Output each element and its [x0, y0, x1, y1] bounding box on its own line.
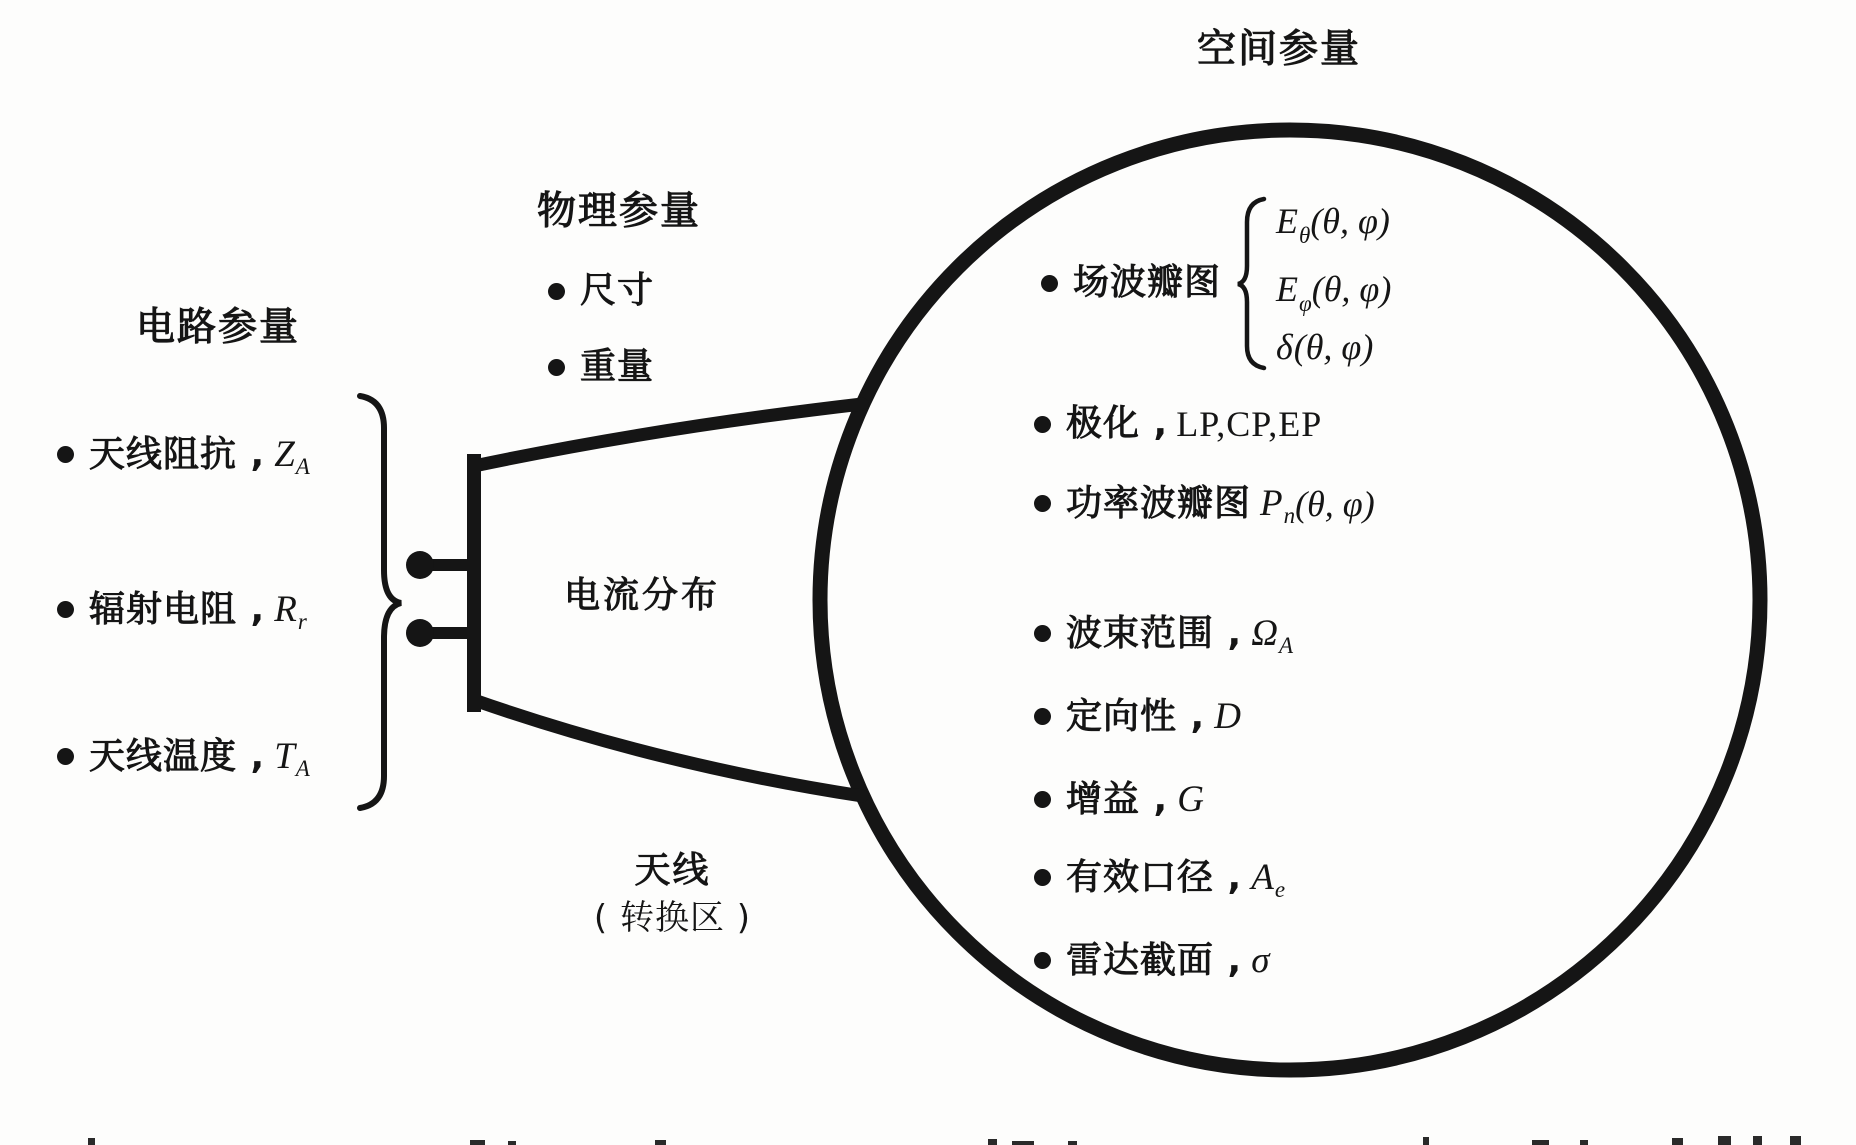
- list-item-field-pattern: [1041, 262, 1222, 303]
- list-item-radiation-resistance: [57, 588, 307, 634]
- list-item-directivity: [1034, 695, 1241, 737]
- list-item-power-pattern: [1034, 482, 1375, 528]
- item-args: (θ, φ): [1295, 483, 1375, 524]
- item-symbol: R: [274, 589, 297, 630]
- item-label: 天线温度 ,: [89, 735, 266, 777]
- item-symbol: Z: [274, 434, 295, 475]
- formula-delta: [1276, 329, 1373, 365]
- list-item-antenna-impedance: [57, 433, 310, 479]
- bullet-dot: [1034, 869, 1051, 886]
- terminal-dot-top: [406, 551, 434, 579]
- list-item-antenna-temperature: [57, 735, 310, 781]
- list-item-radar-cross-section: [1034, 939, 1270, 981]
- item-subscript: A: [1278, 633, 1294, 658]
- formula-e-theta: [1276, 201, 1390, 248]
- bullet-dot: [1034, 495, 1051, 512]
- bullet-dot: [1034, 952, 1051, 969]
- bullet-dot: [1034, 791, 1051, 808]
- bullet-dot: [1034, 625, 1051, 642]
- item-subscript: e: [1274, 877, 1286, 902]
- bullet-dot: [1034, 416, 1051, 433]
- formula-main: E: [1276, 269, 1298, 309]
- list-item-beam-area: [1034, 612, 1294, 658]
- circuit-parameters-heading: 电路参量: [136, 305, 301, 350]
- cropped-caption-fragments: [88, 1136, 1801, 1145]
- item-label: 尺寸: [580, 270, 655, 311]
- item-label: 场波瓣图: [1073, 262, 1222, 303]
- item-symbol: σ: [1251, 940, 1270, 981]
- field-pattern-brace: [1238, 199, 1264, 368]
- bullet-dot: [548, 359, 565, 376]
- formula-subscript: θ: [1299, 223, 1311, 248]
- item-values: LP,CP,EP: [1176, 404, 1323, 444]
- bullet-dot: [57, 601, 74, 618]
- item-label: 定向性 ,: [1066, 695, 1206, 737]
- item-symbol: A: [1251, 857, 1274, 898]
- item-label: 波束范围 ,: [1066, 612, 1243, 654]
- bullet-dot: [57, 748, 74, 765]
- item-symbol: D: [1214, 696, 1241, 737]
- list-item-size: [548, 270, 655, 311]
- space-parameters-heading: 空间参量: [1197, 27, 1362, 72]
- formula-args: (θ, φ): [1311, 269, 1392, 309]
- item-symbol: Ω: [1251, 613, 1278, 654]
- item-symbol: P: [1260, 483, 1283, 524]
- list-item-gain: [1034, 778, 1204, 820]
- formula-main: δ: [1276, 327, 1293, 367]
- item-label: 极化 ,: [1066, 403, 1169, 444]
- formula-args: (θ, φ): [1293, 327, 1374, 367]
- horn-bottom-flare-shape: [474, 700, 862, 796]
- item-label: 增益 ,: [1066, 778, 1169, 820]
- item-label: 辐射电阻 ,: [89, 588, 266, 630]
- bullet-dot: [1041, 275, 1058, 292]
- list-item-weight: [548, 346, 655, 387]
- item-symbol: T: [274, 736, 295, 777]
- bullet-dot: [548, 283, 565, 300]
- item-label: 雷达截面 ,: [1066, 939, 1243, 981]
- antenna-label-line1: 天线: [634, 850, 711, 891]
- bullet-dot: [57, 446, 74, 463]
- item-subscript: A: [295, 756, 310, 781]
- horn-top-flare-shape: [474, 404, 862, 466]
- antenna-transition-label: [575, 850, 770, 938]
- antenna-label-line2: ( 转换区 ): [593, 898, 752, 938]
- item-label: 有效口径 ,: [1066, 856, 1243, 898]
- bullet-dot: [1034, 708, 1051, 725]
- list-item-effective-aperture: [1034, 856, 1286, 902]
- item-label: 功率波瓣图: [1066, 482, 1252, 524]
- terminal-dot-bottom: [406, 619, 434, 647]
- item-label: 天线阻抗 ,: [89, 433, 266, 475]
- physical-parameters-heading: 物理参量: [537, 189, 702, 234]
- item-subscript: r: [297, 609, 307, 634]
- item-label: 重量: [580, 346, 655, 387]
- current-distribution-label: 电流分布: [564, 575, 721, 616]
- formula-subscript: φ: [1299, 291, 1312, 316]
- item-subscript: A: [295, 454, 310, 479]
- item-symbol: G: [1177, 779, 1204, 820]
- formula-args: (θ, φ): [1310, 201, 1390, 241]
- formula-main: E: [1276, 201, 1298, 241]
- circuit-group-brace: [360, 396, 401, 808]
- item-subscript: n: [1283, 503, 1296, 528]
- formula-e-phi: [1276, 269, 1392, 316]
- list-item-polarization: [1034, 403, 1323, 444]
